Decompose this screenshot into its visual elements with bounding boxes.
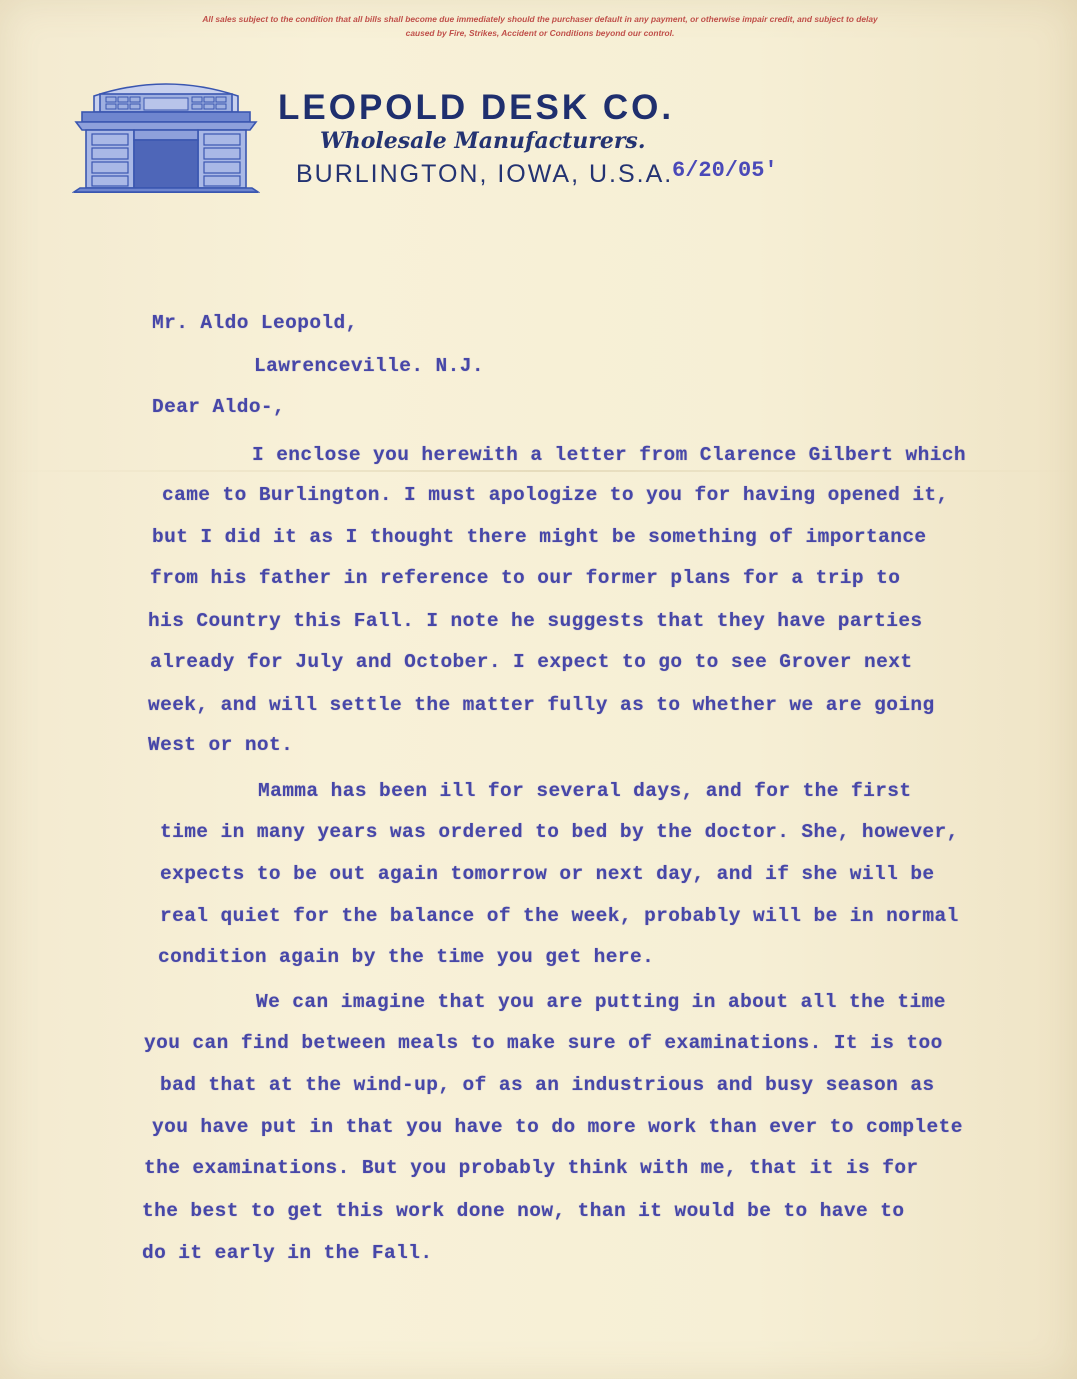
recipient-place: Lawrenceville. N.J. (254, 355, 484, 377)
body-line: already for July and October. I expect to go to see Grover next (150, 651, 913, 673)
body-line: you have put in that you have to do more work than ever to complete (152, 1116, 963, 1138)
body-line: West or not. (148, 734, 294, 756)
body-line: condition again by the time you get here. (158, 946, 655, 968)
body-line: I enclose you herewith a letter from Clarence Gilbert which (252, 444, 967, 466)
terms-line-2: caused by Fire, Strikes, Accident or Conditions beyond our control. (405, 28, 675, 38)
body-line: the examinations. But you probably think with me, that it is for (144, 1157, 919, 1179)
body-line: expects to be out again tomorrow or next day, and if she will be (160, 863, 935, 885)
company-city: BURLINGTON, IOWA, U.S.A. (296, 160, 674, 188)
body-line: Mamma has been ill for several days, and for the first (258, 780, 912, 802)
body-line: the best to get this work done now, than it would be to have to (142, 1200, 905, 1222)
paper-fold (0, 470, 1077, 472)
body-line: his Country this Fall. I note he suggests that they have parties (148, 610, 923, 632)
body-line: do it early in the Fall. (142, 1242, 433, 1264)
body-line: from his father in reference to our former plans for a trip to (150, 567, 901, 589)
body-line: time in many years was ordered to bed by the doctor. She, however, (160, 821, 959, 843)
company-subtitle: Wholesale Manufacturers. (320, 128, 646, 154)
salutation: Dear Aldo-, (152, 396, 286, 418)
terms-notice (80, 12, 1000, 40)
body-line: bad that at the wind-up, of as an industrious and busy season as (160, 1074, 935, 1096)
body-line: real quiet for the balance of the week, probably will be in normal (160, 905, 959, 927)
terms-line-1: All sales subject to the condition that all bills shall become due immediately should the purchaser default in any payment, or otherwise impair credit, and subject to delay (202, 14, 878, 24)
body-line: week, and will settle the matter fully as to whether we are going (148, 694, 935, 716)
body-line: We can imagine that you are putting in about all the time (256, 991, 946, 1013)
recipient-name: Mr. Aldo Leopold, (152, 312, 358, 334)
body-line: but I did it as I thought there might be something of importance (152, 526, 927, 548)
body-line: you can find between meals to make sure of examinations. It is too (144, 1032, 943, 1054)
company-name: LEOPOLD DESK CO. (278, 88, 675, 127)
letter-date: 6/20/05' (672, 158, 778, 183)
roll-top-desk-icon (72, 72, 260, 200)
body-line: came to Burlington. I must apologize to you for having opened it, (162, 484, 949, 506)
